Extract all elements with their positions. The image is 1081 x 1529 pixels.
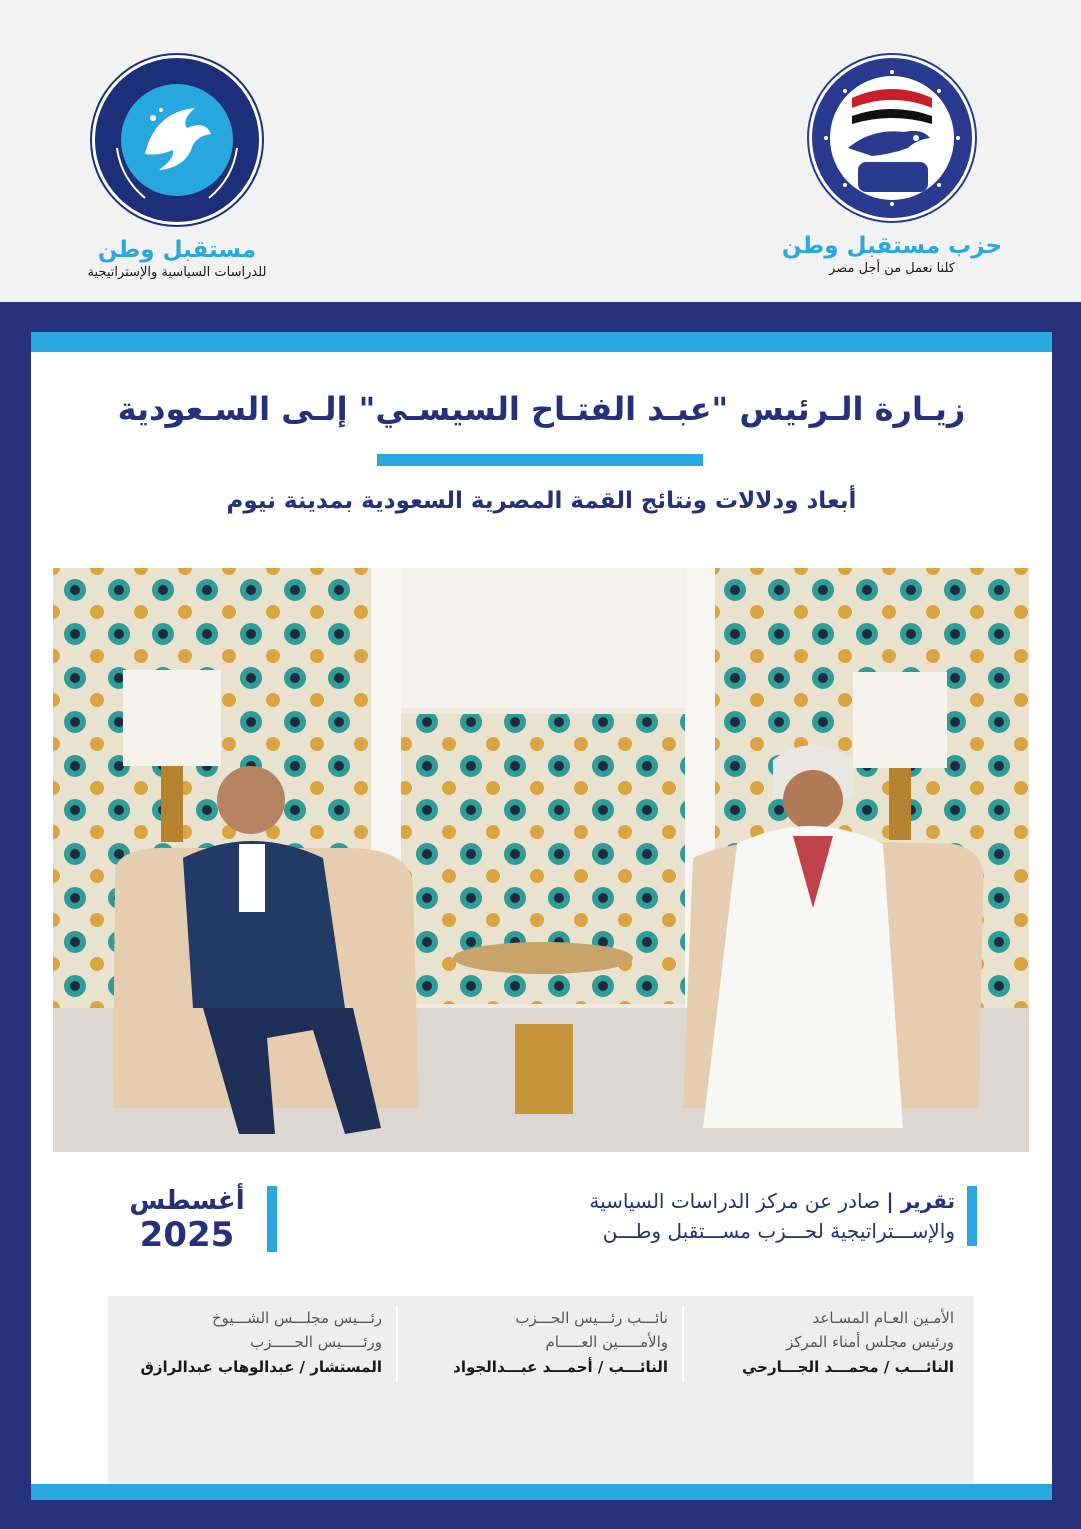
issuer-statement: [485, 1186, 977, 1246]
credit-role-1: نائـــب رئـــيس الحـــزب: [515, 1309, 668, 1327]
issuer-line-1: [485, 1186, 955, 1216]
bottom-accent-bar: [31, 1484, 1052, 1500]
credit-role-1: رئـــيس مجلـــس الشـــيوخ: [211, 1309, 382, 1327]
eagle-flag-emblem-icon: [809, 55, 975, 221]
center-logo: [27, 55, 327, 280]
credit-name: المستشار / عبدالوهاب عبدالرازق: [140, 1358, 382, 1376]
credit-name: النائـــب / أحمـــد عبـــدالجواد: [453, 1358, 668, 1376]
issuer-tag: تقرير |: [886, 1189, 955, 1213]
credit-deputy-chairman: [390, 1306, 668, 1380]
party-slogan: كلنا نعمل من أجل مصر: [829, 261, 955, 276]
credit-role-2: ورئـــــيس الحـــــزب: [250, 1333, 382, 1351]
center-subtitle: للدراسات السياسية والإستراتيجية: [87, 265, 267, 280]
top-accent-bar: [31, 332, 1052, 352]
credit-assistant-secretary: [676, 1306, 954, 1380]
party-logo: [742, 55, 1042, 276]
meeting-photo: [53, 568, 1029, 1152]
column-divider: [682, 1306, 684, 1382]
party-name: حزب مستقبل وطن: [781, 233, 1003, 259]
eagle-seal-icon: [92, 55, 262, 225]
credit-role-1: الأمـين العـام المسـاعد: [812, 1309, 954, 1327]
issuer-line-2: والإســـتراتيجية لحـــزب مســـتقبل وطـــن: [602, 1219, 955, 1243]
credit-name: النائـــب / محمـــد الجـــارحي: [742, 1358, 954, 1376]
credits-box: [108, 1296, 974, 1484]
center-name: مستقبل وطن: [97, 237, 257, 263]
credit-role-2: والأمـــــين العـــــام: [545, 1333, 668, 1351]
cover-panel: [31, 352, 1052, 1484]
issuer-text-1: صادر عن مركز الدراسات السياسية: [589, 1189, 881, 1213]
credit-senate-president: [118, 1306, 382, 1380]
date-year: 2025: [139, 1215, 235, 1255]
cover-frame: [0, 302, 1081, 1529]
report-date: [107, 1186, 277, 1255]
report-subtitle: أبعاد ودلالات ونتائج القمة المصرية السعودية بمدينة نيوم: [226, 488, 857, 514]
date-month: أغسطس: [129, 1186, 245, 1216]
report-title: زيـارة الـرئيس "عبـد الفتـاح السيسـي" إلـى السـعودية: [117, 390, 966, 428]
header: [0, 0, 1081, 302]
title-underline: [377, 454, 703, 466]
column-divider: [396, 1306, 398, 1382]
credit-role-2: ورئيس مجلس أمناء المركز: [786, 1333, 954, 1351]
